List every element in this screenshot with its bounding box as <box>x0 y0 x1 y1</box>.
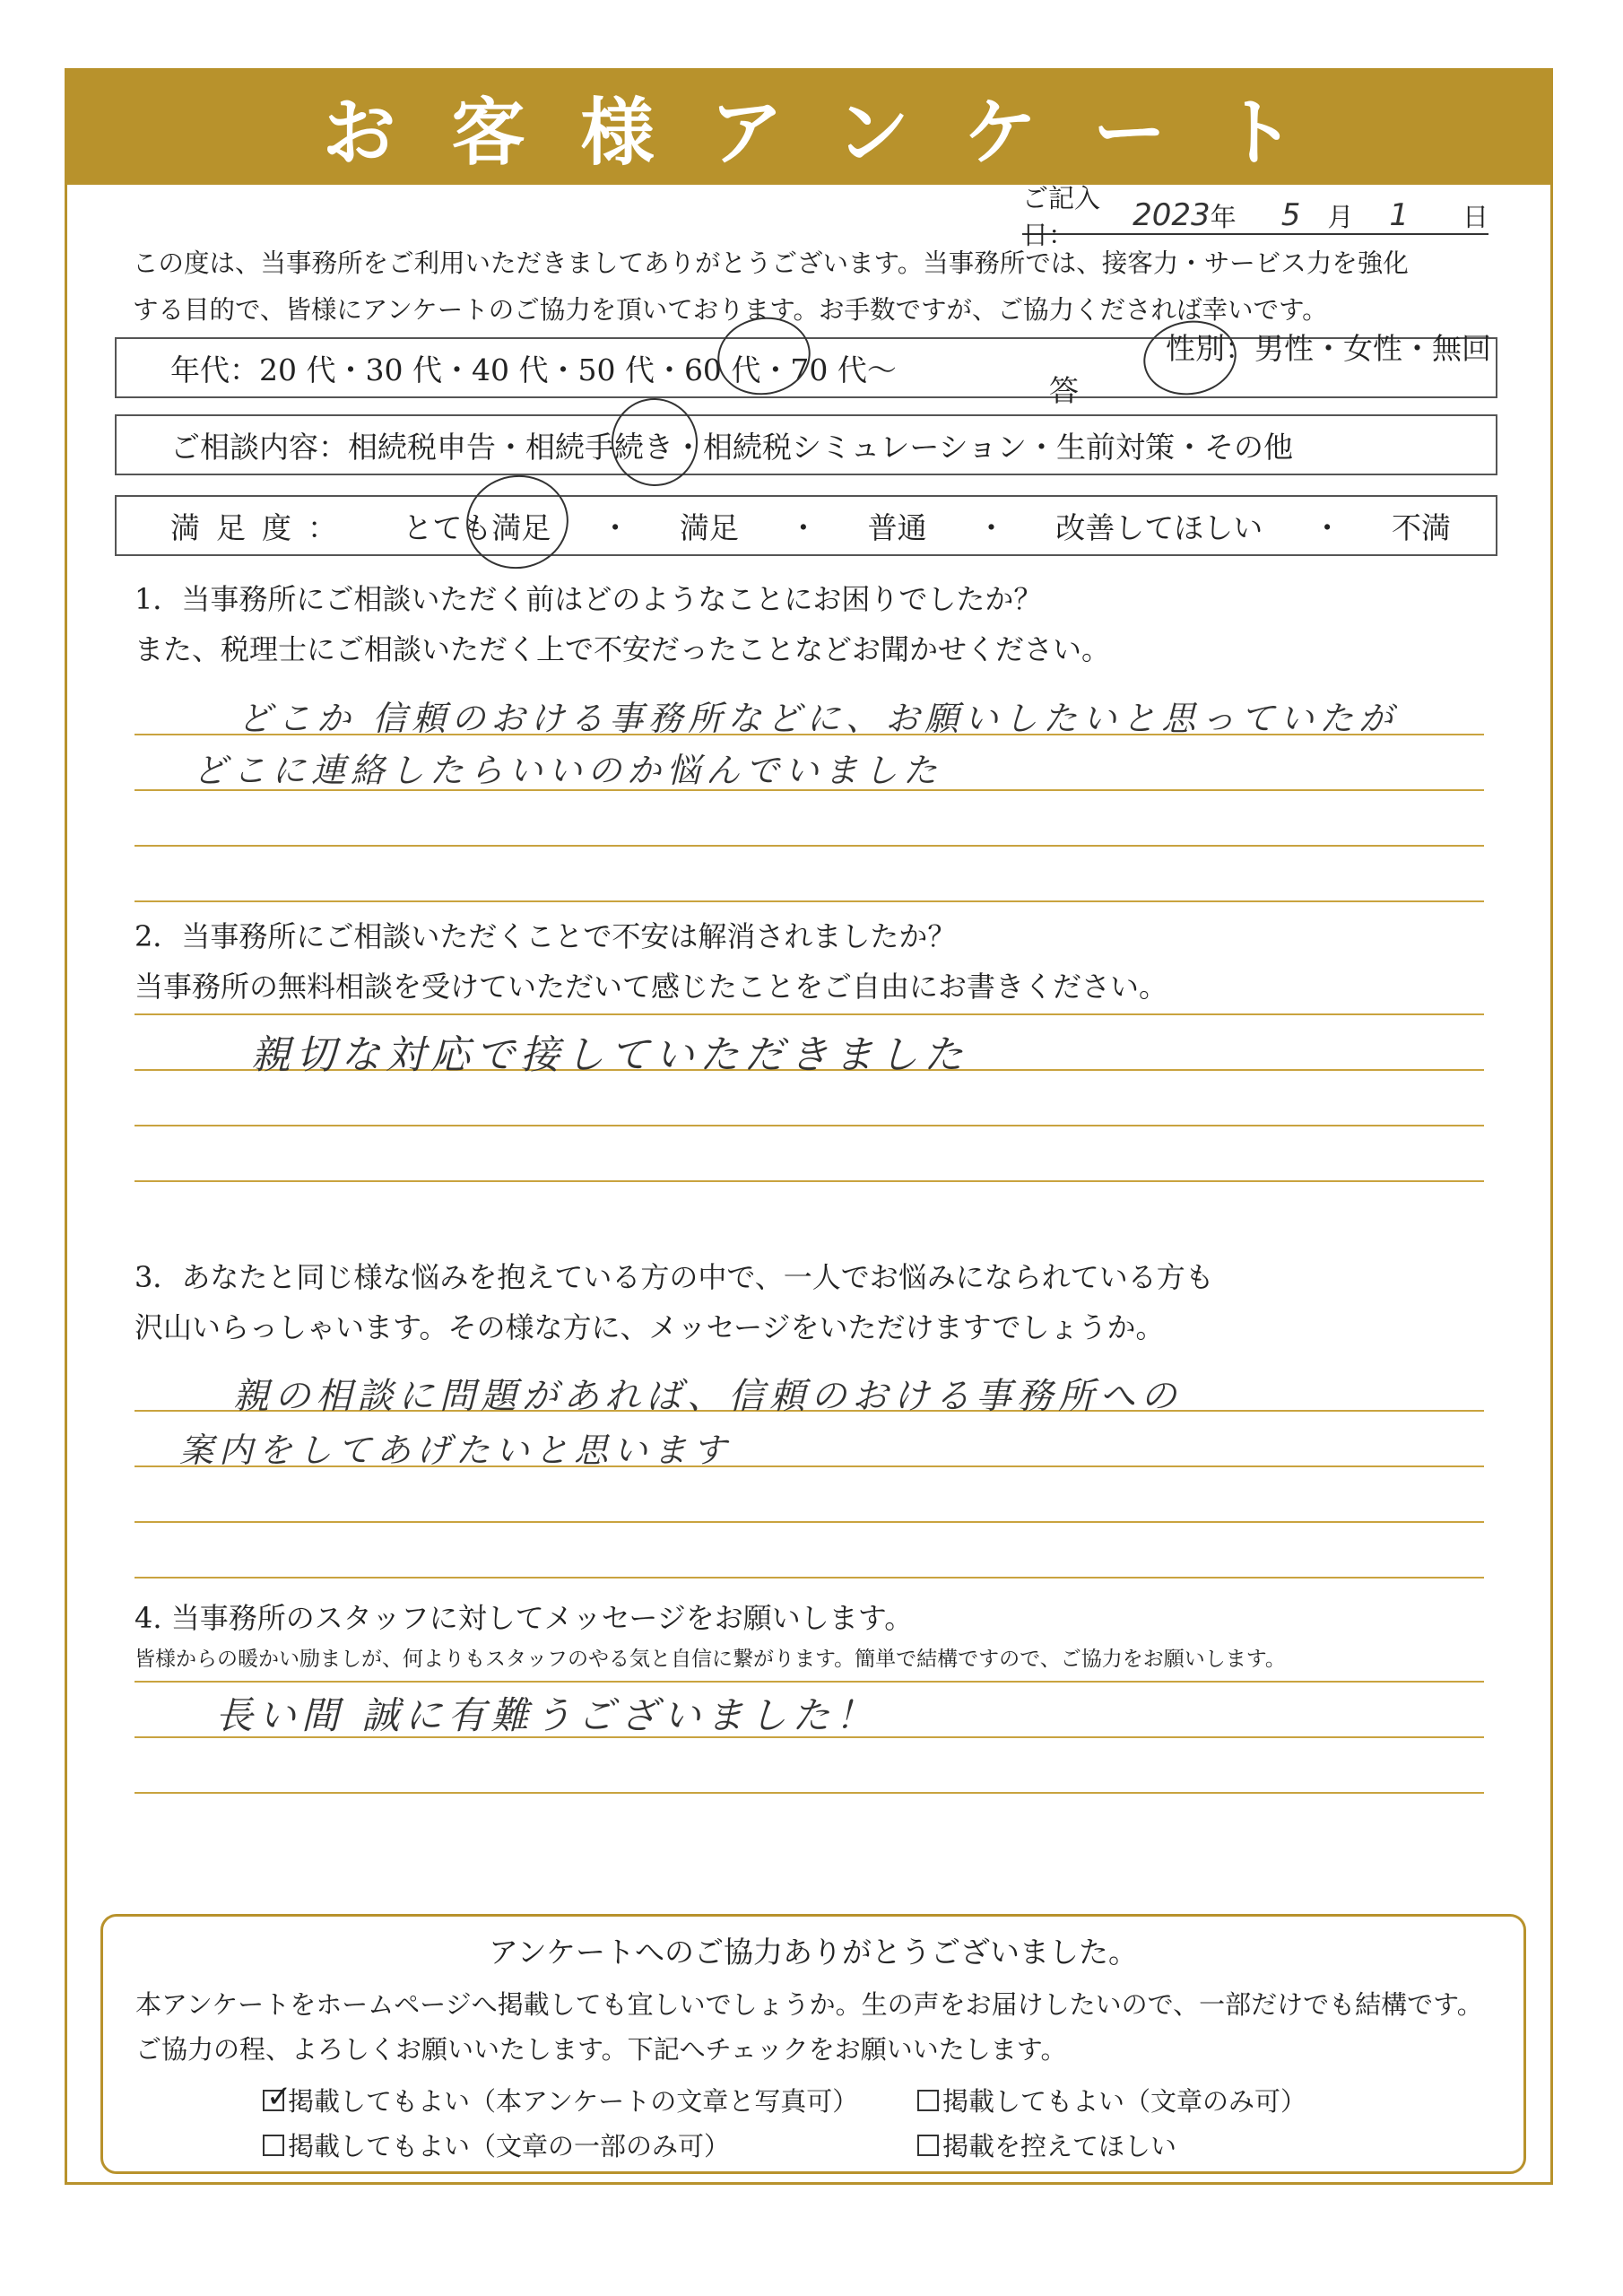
answer-3-line-1[interactable]: 親の相談に問題があれば、信頼のおける事務所への <box>233 1376 1182 1417</box>
gender-option-male[interactable]: 男性 <box>1254 331 1314 366</box>
age-option-30[interactable]: 30 代 <box>365 352 442 387</box>
checkbox-checked[interactable] <box>263 2078 292 2115</box>
consultation-option-pre-death[interactable]: 生前対策 <box>1056 429 1176 465</box>
question-1-line-2: また、税理士にご相談いただく上で不安だったことなどお聞かせください。 <box>135 632 1111 666</box>
form-header <box>65 68 1553 185</box>
question-1-line-1: 1．当事務所にご相談いただく前はどのようなことにお困りでしたか？ <box>135 582 1043 616</box>
consent-option-4-label: 掲載を控えてほしい <box>942 2131 1177 2161</box>
question-4-line-2: 皆様からの暖かい励ましが、何よりもスタッフのやる気と自信に繋がります。簡単で結構ですので、ご協力をお願いします。 <box>135 1648 1286 1671</box>
date-year: 2023 <box>1133 197 1211 233</box>
checkbox[interactable] <box>917 2090 939 2111</box>
satisfaction-label: 満足度： <box>170 509 353 545</box>
date-day: 1 <box>1389 197 1409 233</box>
consultation-option-procedure[interactable]: 相続手続き <box>525 429 673 465</box>
gender-group: 性別：男性・女性・無回答 <box>1049 331 1491 408</box>
entry-date <box>1022 183 1488 250</box>
intro-line-2: する目的で、皆様にアンケートのご協力を頂いております。お手数ですが、ご協力くだされば幸いです。 <box>133 295 1328 325</box>
date-month: 5 <box>1280 197 1301 233</box>
checkbox[interactable] <box>263 2135 284 2156</box>
question-3-line-2: 沢山いらっしゃいます。その様な方に、メッセージをいただけますでしょうか。 <box>135 1310 1165 1344</box>
answer-1-line-2[interactable]: どこに連絡したらいいのか悩んでいました <box>193 751 943 790</box>
question-1 <box>135 574 1533 674</box>
answer-2-line-1[interactable]: 親切な対応で接していただきました <box>251 1032 968 1078</box>
consent-option-decline[interactable] <box>917 2126 1176 2163</box>
gender-option-none[interactable]: 無回答 <box>1049 331 1491 408</box>
consent-option-2-label: 掲載してもよい（文章のみ可） <box>942 2086 1307 2117</box>
age-label: 年代： <box>170 352 259 387</box>
footer-line-2: ご協力の程、よろしくお願いいたします。下記へチェックをお願いいたします。 <box>135 2034 1067 2065</box>
satisfaction-option-dissatisfied[interactable]: 不満 <box>1391 509 1451 545</box>
question-4 <box>135 1593 1533 1675</box>
satisfaction-option-improve[interactable]: 改善してほしい <box>1055 509 1263 545</box>
question-2-line-2: 当事務所の無料相談を受けていただいて感じたことをご自由にお書きください。 <box>135 970 1168 1004</box>
consent-footer <box>100 1914 1526 2174</box>
consent-option-3-label: 掲載してもよい（文章の一部のみ可） <box>288 2131 731 2161</box>
satisfaction-option-very-satisfied[interactable]: とても満足 <box>403 509 551 545</box>
answer-1-line-1[interactable]: どこか 信頼のおける事務所などに、お願いしたいと思っていたが <box>238 699 1399 738</box>
date-month-unit: 月 <box>1327 201 1354 232</box>
consultation-option-tax-return[interactable]: 相続税申告 <box>348 429 496 465</box>
intro-text <box>133 240 1496 334</box>
gender-label: 性別： <box>1166 331 1254 366</box>
question-2-line-1: 2．当事務所にご相談いただくことで不安は解消されましたか？ <box>135 919 957 953</box>
check-mark-icon: ✓ <box>266 2078 292 2115</box>
form-title: お客様アンケート <box>322 89 1351 176</box>
age-option-60[interactable]: 60 代 <box>683 352 761 387</box>
age-gender-box: 年代： 20 代 ・ 30 代 ・ 40 代 ・ 50 代 ・ 60 代 ・ 70 代～ 性別：男性・女性・無回答 <box>115 337 1497 398</box>
footer-title: アンケートへのご協力ありがとうございました。 <box>488 1935 1139 1970</box>
age-option-70[interactable]: 70 代～ <box>790 352 897 387</box>
answer-4-line-1[interactable]: 長い間 誠に有難うございました！ <box>215 1693 879 1737</box>
checkbox[interactable] <box>917 2135 939 2156</box>
consultation-label: ご相談内容： <box>170 429 348 465</box>
intro-line-1: この度は、当事務所をご利用いただきましてありがとうございます。当事務所では、接客力・サービス力を強化 <box>133 248 1409 278</box>
question-3 <box>135 1252 1533 1352</box>
age-option-20[interactable]: 20 代 <box>259 352 336 387</box>
date-label: ご記入日： <box>1022 183 1101 250</box>
date-year-unit: 年 <box>1210 201 1237 232</box>
question-2 <box>135 911 1533 1012</box>
consent-option-partial-text[interactable] <box>263 2126 730 2163</box>
age-option-50[interactable]: 50 代 <box>577 352 655 387</box>
answer-3-line-2[interactable]: 案内をしてあげたいと思います <box>179 1431 733 1470</box>
date-day-unit: 日 <box>1462 201 1488 232</box>
footer-line-1: 本アンケートをホームページへ掲載しても宜しいでしょうか。生の声をお届けしたいので、一部だけでも結構です。 <box>135 1989 1483 2020</box>
consultation-box: ご相談内容： 相続税申告 ・ 相続手続き ・ 相続税シミュレーション ・ 生前対策 ・ その他 <box>115 414 1497 475</box>
age-option-40[interactable]: 40 代 <box>471 352 549 387</box>
consent-option-text-only[interactable] <box>917 2082 1306 2118</box>
question-3-line-1: 3．あなたと同じ様な悩みを抱えている方の中で、一人でお悩みになられている方も <box>135 1260 1214 1294</box>
question-4-line-1: 4. 当事務所のスタッフに対してメッセージをお願いします。 <box>135 1601 914 1635</box>
satisfaction-option-normal[interactable]: 普通 <box>867 509 927 545</box>
satisfaction-box: 満足度： とても満足 ・ 満足 ・ 普通 ・ 改善してほしい ・ 不満 <box>115 495 1497 556</box>
consultation-option-other[interactable]: その他 <box>1204 429 1294 465</box>
gender-option-female[interactable]: 女性 <box>1343 331 1402 366</box>
consent-option-1-label: 掲載してもよい（本アンケートの文章と写真可） <box>288 2086 859 2117</box>
satisfaction-option-satisfied[interactable]: 満足 <box>679 509 739 545</box>
consultation-option-simulation[interactable]: 相続税シミュレーション <box>703 429 1028 465</box>
consent-option-text-and-photo[interactable] <box>263 2078 859 2118</box>
